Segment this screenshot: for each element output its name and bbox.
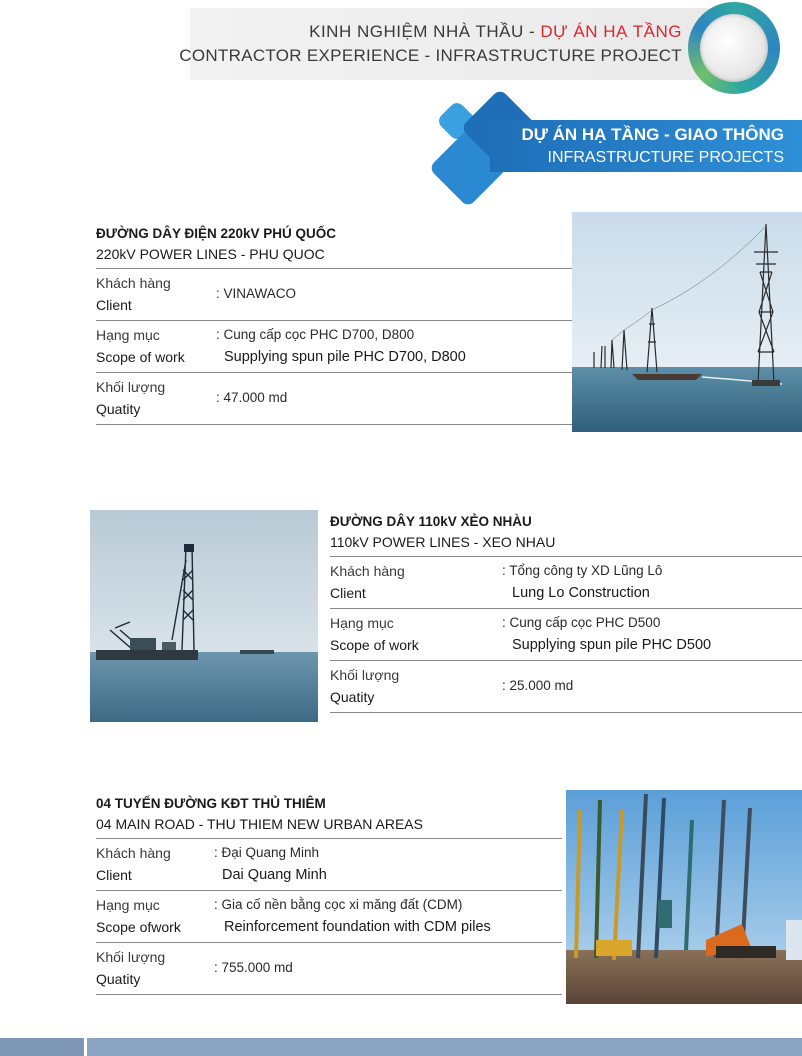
footer-bar-right (87, 1038, 802, 1056)
scope-row (96, 321, 572, 373)
client-row (330, 557, 802, 609)
circle-logo-center (700, 14, 768, 82)
volume-label-en: Quatity (96, 971, 141, 987)
client-label-en: Client (96, 297, 132, 313)
scope-label-en: Scope of work (330, 637, 419, 653)
volume-row (330, 661, 802, 713)
client-label-vn: Khách hàng (96, 845, 171, 861)
header-banner (190, 8, 730, 80)
volume-value: : 25.000 md (502, 678, 574, 693)
project-photo-power-lines (572, 212, 802, 432)
header-title-en: CONTRACTOR EXPERIENCE - INFRASTRUCTURE PROJECT (179, 46, 682, 65)
section-title-en: INFRASTRUCTURE PROJECTS (547, 149, 784, 166)
volume-label-en: Quatity (96, 401, 141, 417)
scope-value-vn: : Cung cấp cọc PHC D500 (502, 615, 661, 630)
project-card (96, 796, 562, 995)
volume-label-en: Quatity (330, 689, 375, 705)
volume-value: : 47.000 md (216, 390, 288, 405)
client-row (96, 269, 572, 321)
scope-label-en: Scope ofwork (96, 919, 181, 935)
project-title-vn: ĐƯỜNG DÂY ĐIỆN 220kV PHÚ QUỐC (96, 226, 337, 241)
client-row (96, 839, 562, 891)
scope-value-en: Reinforcement foundation with CDM piles (224, 919, 491, 935)
project-title-en: 04 MAIN ROAD - THU THIEM NEW URBAN AREAS (96, 816, 423, 832)
project-photo-cdm-rigs (566, 790, 802, 1004)
scope-value-en: Supplying spun pile PHC D700, D800 (224, 349, 466, 365)
scope-label-vn: Hạng mục (330, 615, 394, 631)
client-value-en: Lung Lo Construction (512, 585, 650, 601)
client-value-vn: : Đại Quang Minh (214, 845, 320, 860)
client-value-vn: : Tổng công ty XD Lũng Lô (502, 563, 663, 578)
client-label-vn: Khách hàng (96, 275, 171, 291)
project-title-en: 110kV POWER LINES - XEO NHAU (330, 534, 556, 550)
client-value: : VINAWACO (216, 286, 297, 301)
scope-value-vn: : Cung cấp cọc PHC D700, D800 (216, 327, 415, 342)
project-card (96, 226, 572, 425)
footer-bar-left (0, 1038, 84, 1056)
project-photo-pile-barge (90, 510, 318, 722)
project-title-vn: 04 TUYẾN ĐƯỜNG KĐT THỦ THIÊM (96, 796, 326, 811)
header-title-vn: KINH NGHIỆM NHÀ THẦU - DỰ ÁN HẠ TẦNG (309, 22, 682, 41)
scope-value-en: Supplying spun pile PHC D500 (512, 637, 712, 653)
project-card (330, 514, 802, 713)
client-label-vn: Khách hàng (330, 563, 405, 579)
volume-row (96, 373, 572, 425)
volume-value: : 755.000 md (214, 960, 293, 975)
scope-value-vn: : Gia cố nền bằng cọc xi măng đất (CDM) (214, 897, 463, 912)
client-label-en: Client (330, 585, 366, 601)
volume-label-vn: Khối lượng (96, 949, 166, 965)
project-title-en: 220kV POWER LINES - PHU QUOC (96, 246, 325, 262)
scope-row (330, 609, 802, 661)
volume-row (96, 943, 562, 995)
scope-row (96, 891, 562, 943)
scope-label-vn: Hạng mục (96, 327, 160, 343)
scope-label-vn: Hạng mục (96, 897, 160, 913)
volume-label-vn: Khối lượng (330, 667, 400, 683)
scope-label-en: Scope of work (96, 349, 185, 365)
project-title-vn: ĐƯỜNG DÂY 110kV XẺO NHÀU (330, 514, 532, 529)
client-value-en: Dai Quang Minh (222, 867, 327, 883)
volume-label-vn: Khối lượng (96, 379, 166, 395)
client-label-en: Client (96, 867, 132, 883)
section-title-vn: DỰ ÁN HẠ TẦNG - GIAO THÔNG (521, 125, 784, 144)
